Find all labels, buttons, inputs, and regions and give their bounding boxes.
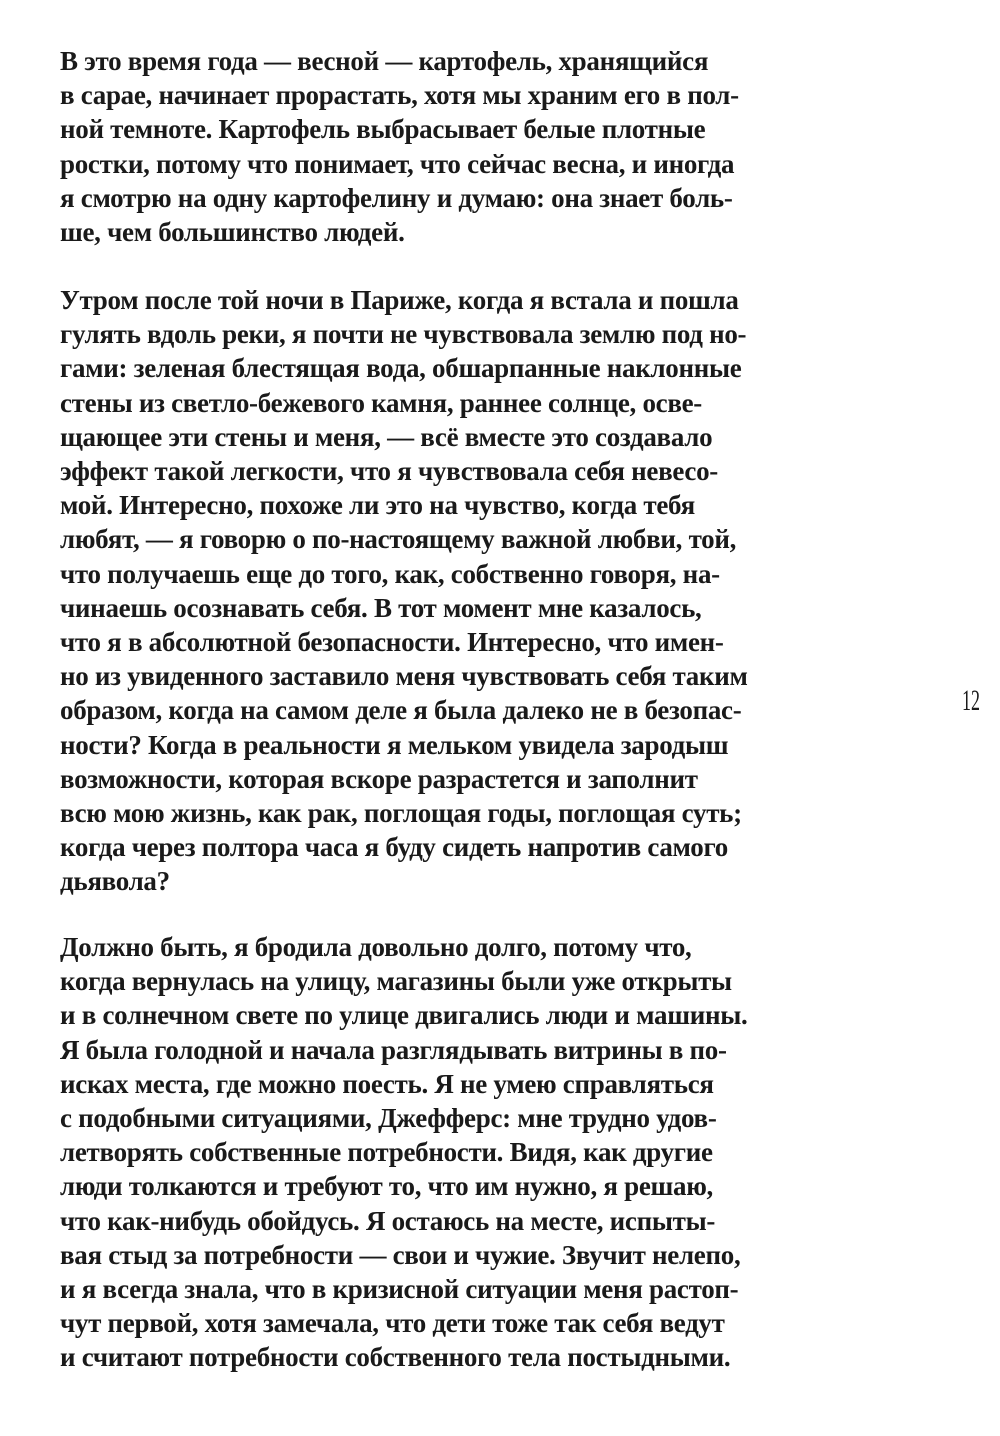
paragraph-line: исках места, где можно поесть. Я не умею справляться bbox=[60, 1068, 714, 1099]
paragraph-1 bbox=[60, 44, 820, 249]
paragraph-line: и в солнечном свете по улице двигались люди и машины. bbox=[60, 1000, 748, 1031]
page-number: 12 bbox=[962, 684, 980, 717]
paragraph-line: я смотрю на одну картофелину и думаю: она знает боль- bbox=[60, 182, 733, 213]
paragraph-line: чинаешь осознавать себя. В тот момент мне казалось, bbox=[60, 592, 702, 623]
paragraph-line: эффект такой легкости, что я чувствовала себя невесо- bbox=[60, 456, 718, 487]
paragraph-line: всю мою жизнь, как рак, поглощая годы, поглощая суть; bbox=[60, 798, 742, 829]
paragraph-line: гулять вдоль реки, я почти не чувствовала землю под но- bbox=[60, 319, 747, 350]
paragraph-line: люди толкаются и требуют то, что им нужно, я решаю, bbox=[60, 1171, 713, 1202]
paragraph-line: что как-нибудь обойдусь. Я остаюсь на месте, испыты- bbox=[60, 1205, 716, 1236]
paragraph-line: ростки, потому что понимает, что сейчас весна, и иногда bbox=[60, 148, 735, 179]
paragraph-line: возможности, которая вскоре разрастется и заполнит bbox=[60, 763, 698, 794]
paragraph-line: когда вернулась на улицу, магазины были уже открыты bbox=[60, 966, 732, 997]
paragraph-line: летворять собственные потребности. Видя, как другие bbox=[60, 1137, 713, 1168]
paragraph-line: мой. Интересно, похоже ли это на чувство, когда тебя bbox=[60, 490, 695, 521]
paragraph-line: Я была голодной и начала разглядывать витрины в по- bbox=[60, 1034, 727, 1065]
paragraph-line: дьявола? bbox=[60, 866, 170, 897]
paragraph-line: Утром после той ночи в Париже, когда я встала и пошла bbox=[60, 285, 739, 315]
paragraph-line: ной темноте. Картофель выбрасывает белые плотные bbox=[60, 114, 706, 145]
paragraph-line: вая стыд за потребности — свои и чужие. Звучит нелепо, bbox=[60, 1239, 741, 1270]
paragraph-3 bbox=[60, 930, 820, 1375]
paragraph-line: любят, — я говорю о по-настоящему важной любви, той, bbox=[60, 524, 737, 555]
paragraph-line: и считают потребности собственного тела постыдными. bbox=[60, 1342, 731, 1373]
paragraph-line: чут первой, хотя замечала, что дети тоже так себя ведут bbox=[60, 1308, 725, 1339]
paragraph-2 bbox=[60, 283, 820, 899]
paragraph-line: что я в абсолютной безопасности. Интересно, что имен- bbox=[60, 627, 724, 658]
paragraph-line: что получаешь еще до того, как, собственно говоря, на- bbox=[60, 558, 720, 589]
paragraph-line: в сарае, начинает прорастать, хотя мы храним его в пол- bbox=[60, 80, 739, 111]
paragraph-line: ше, чем большинство людей. bbox=[60, 217, 405, 248]
paragraph-line: с подобными ситуациями, Джефферс: мне трудно удов- bbox=[60, 1103, 717, 1134]
paragraph-line: образом, когда на самом деле я была далеко не в безопас- bbox=[60, 695, 742, 726]
paragraph-line: щающее эти стены и меня, — всё вместе это создавало bbox=[60, 421, 713, 452]
paragraph-line: Должно быть, я бродила довольно долго, потому что, bbox=[60, 932, 692, 962]
paragraph-line: стены из светло-бежевого камня, раннее солнце, осве- bbox=[60, 387, 702, 418]
paragraph-line: когда через полтора часа я буду сидеть напротив самого bbox=[60, 832, 728, 863]
paragraph-line: гами: зеленая блестящая вода, обшарпанные наклонные bbox=[60, 353, 742, 384]
paragraph-line: и я всегда знала, что в кризисной ситуации меня растоп- bbox=[60, 1274, 739, 1305]
paragraph-line: В это время года — весной — картофель, хранящийся bbox=[60, 46, 709, 76]
paragraph-line: но из увиденного заставило меня чувствовать себя таким bbox=[60, 661, 748, 692]
paragraph-line: ности? Когда в реальности я мельком увидела зародыш bbox=[60, 729, 729, 760]
